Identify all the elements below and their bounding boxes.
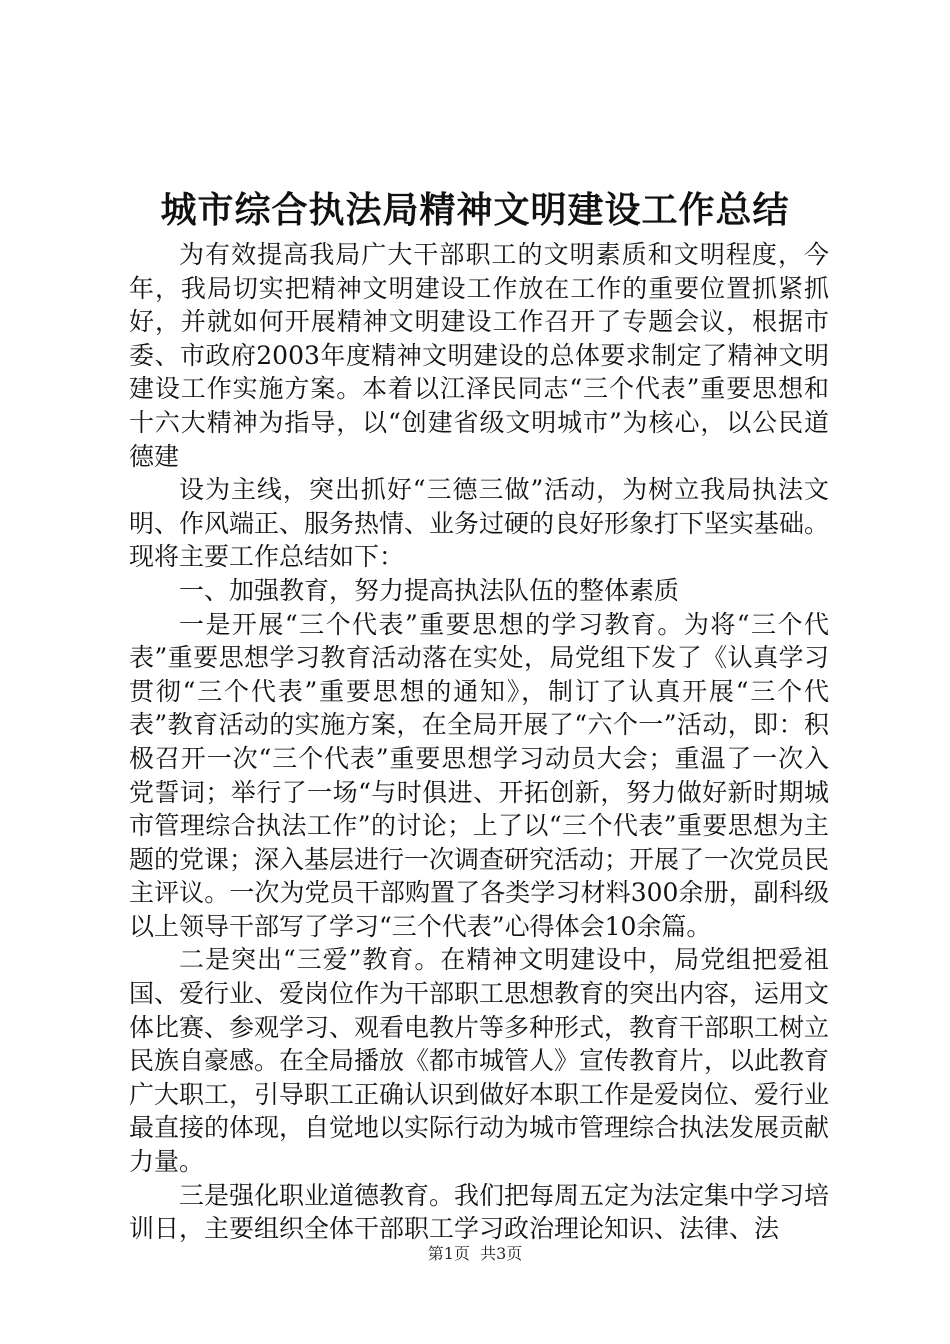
page-number: 第1页 [427, 1244, 470, 1263]
paragraph-item-2: 二是突出“三爱”教育。在精神文明建设中，局党组把爱祖国、爱行业、爱岗位作为干部职工思想教育的突出内容，运用文体比赛、参观学习、观看电教片等多种形式，教育干部职工树立民族自豪感。在全局播放《都市城管人》宣传教育片，以此教育广大职工，引导职工正确认识到做好本职工作是爱岗位、爱行业最直接的体现，自觉地以实际行动为城市管理综合执法发展贡献力量。 [129, 945, 830, 1177]
page-footer [0, 1243, 950, 1265]
document-title: 城市综合执法局精神文明建设工作总结 [160, 189, 790, 231]
paragraph-item-1: 一是开展“三个代表”重要思想的学习教育。为将“三个代表”重要思想学习教育活动落在实处，局党组下发了《认真学习贯彻“三个代表”重要思想的通知》，制订了认真开展“三个代表”教育活动的实施方案，在全局开展了“六个一”活动，即：积极召开一次“三个代表”重要思想学习动员大会；重温了一次入党誓词；举行了一场“与时俱进、开拓创新，努力做好新时期城市管理综合执法工作”的讨论；上了以“三个代表”重要思想为主题的党课；深入基层进行一次调查研究活动；开展了一次党员民主评议。一次为党员干部购置了各类学习材料300余册，副科级以上领导干部写了学习“三个代表”心得体会10余篇。 [129, 609, 830, 941]
section-heading-1: 一、加强教育，努力提高执法队伍的整体素质 [179, 575, 680, 605]
document-body [129, 238, 829, 1246]
paragraph-intro-continued: 设为主线，突出抓好“三德三做”活动，为树立我局执法文明、作风端正、服务热情、业务过硬的良好形象打下坚实基础。现将主要工作总结如下： [129, 475, 830, 572]
paragraph-item-3: 三是强化职业道德教育。我们把每周五定为法定集中学习培训日，主要组织全体干部职工学习政治理论知识、法律、法 [129, 1180, 830, 1244]
page-total: 共3页 [480, 1244, 523, 1263]
footer-spacer [470, 1244, 480, 1263]
paragraph-intro: 为有效提高我局广大干部职工的文明素质和文明程度，今年，我局切实把精神文明建设工作放在工作的重要位置抓紧抓好，并就如何开展精神文明建设工作召开了专题会议，根据市委、市政府2003年度精神文明建设的总体要求制定了精神文明建设工作实施方案。本着以江泽民同志“三个代表”重要思想和十六大精神为指导，以“创建省级文明城市”为核心，以公民道德建 [129, 240, 829, 471]
